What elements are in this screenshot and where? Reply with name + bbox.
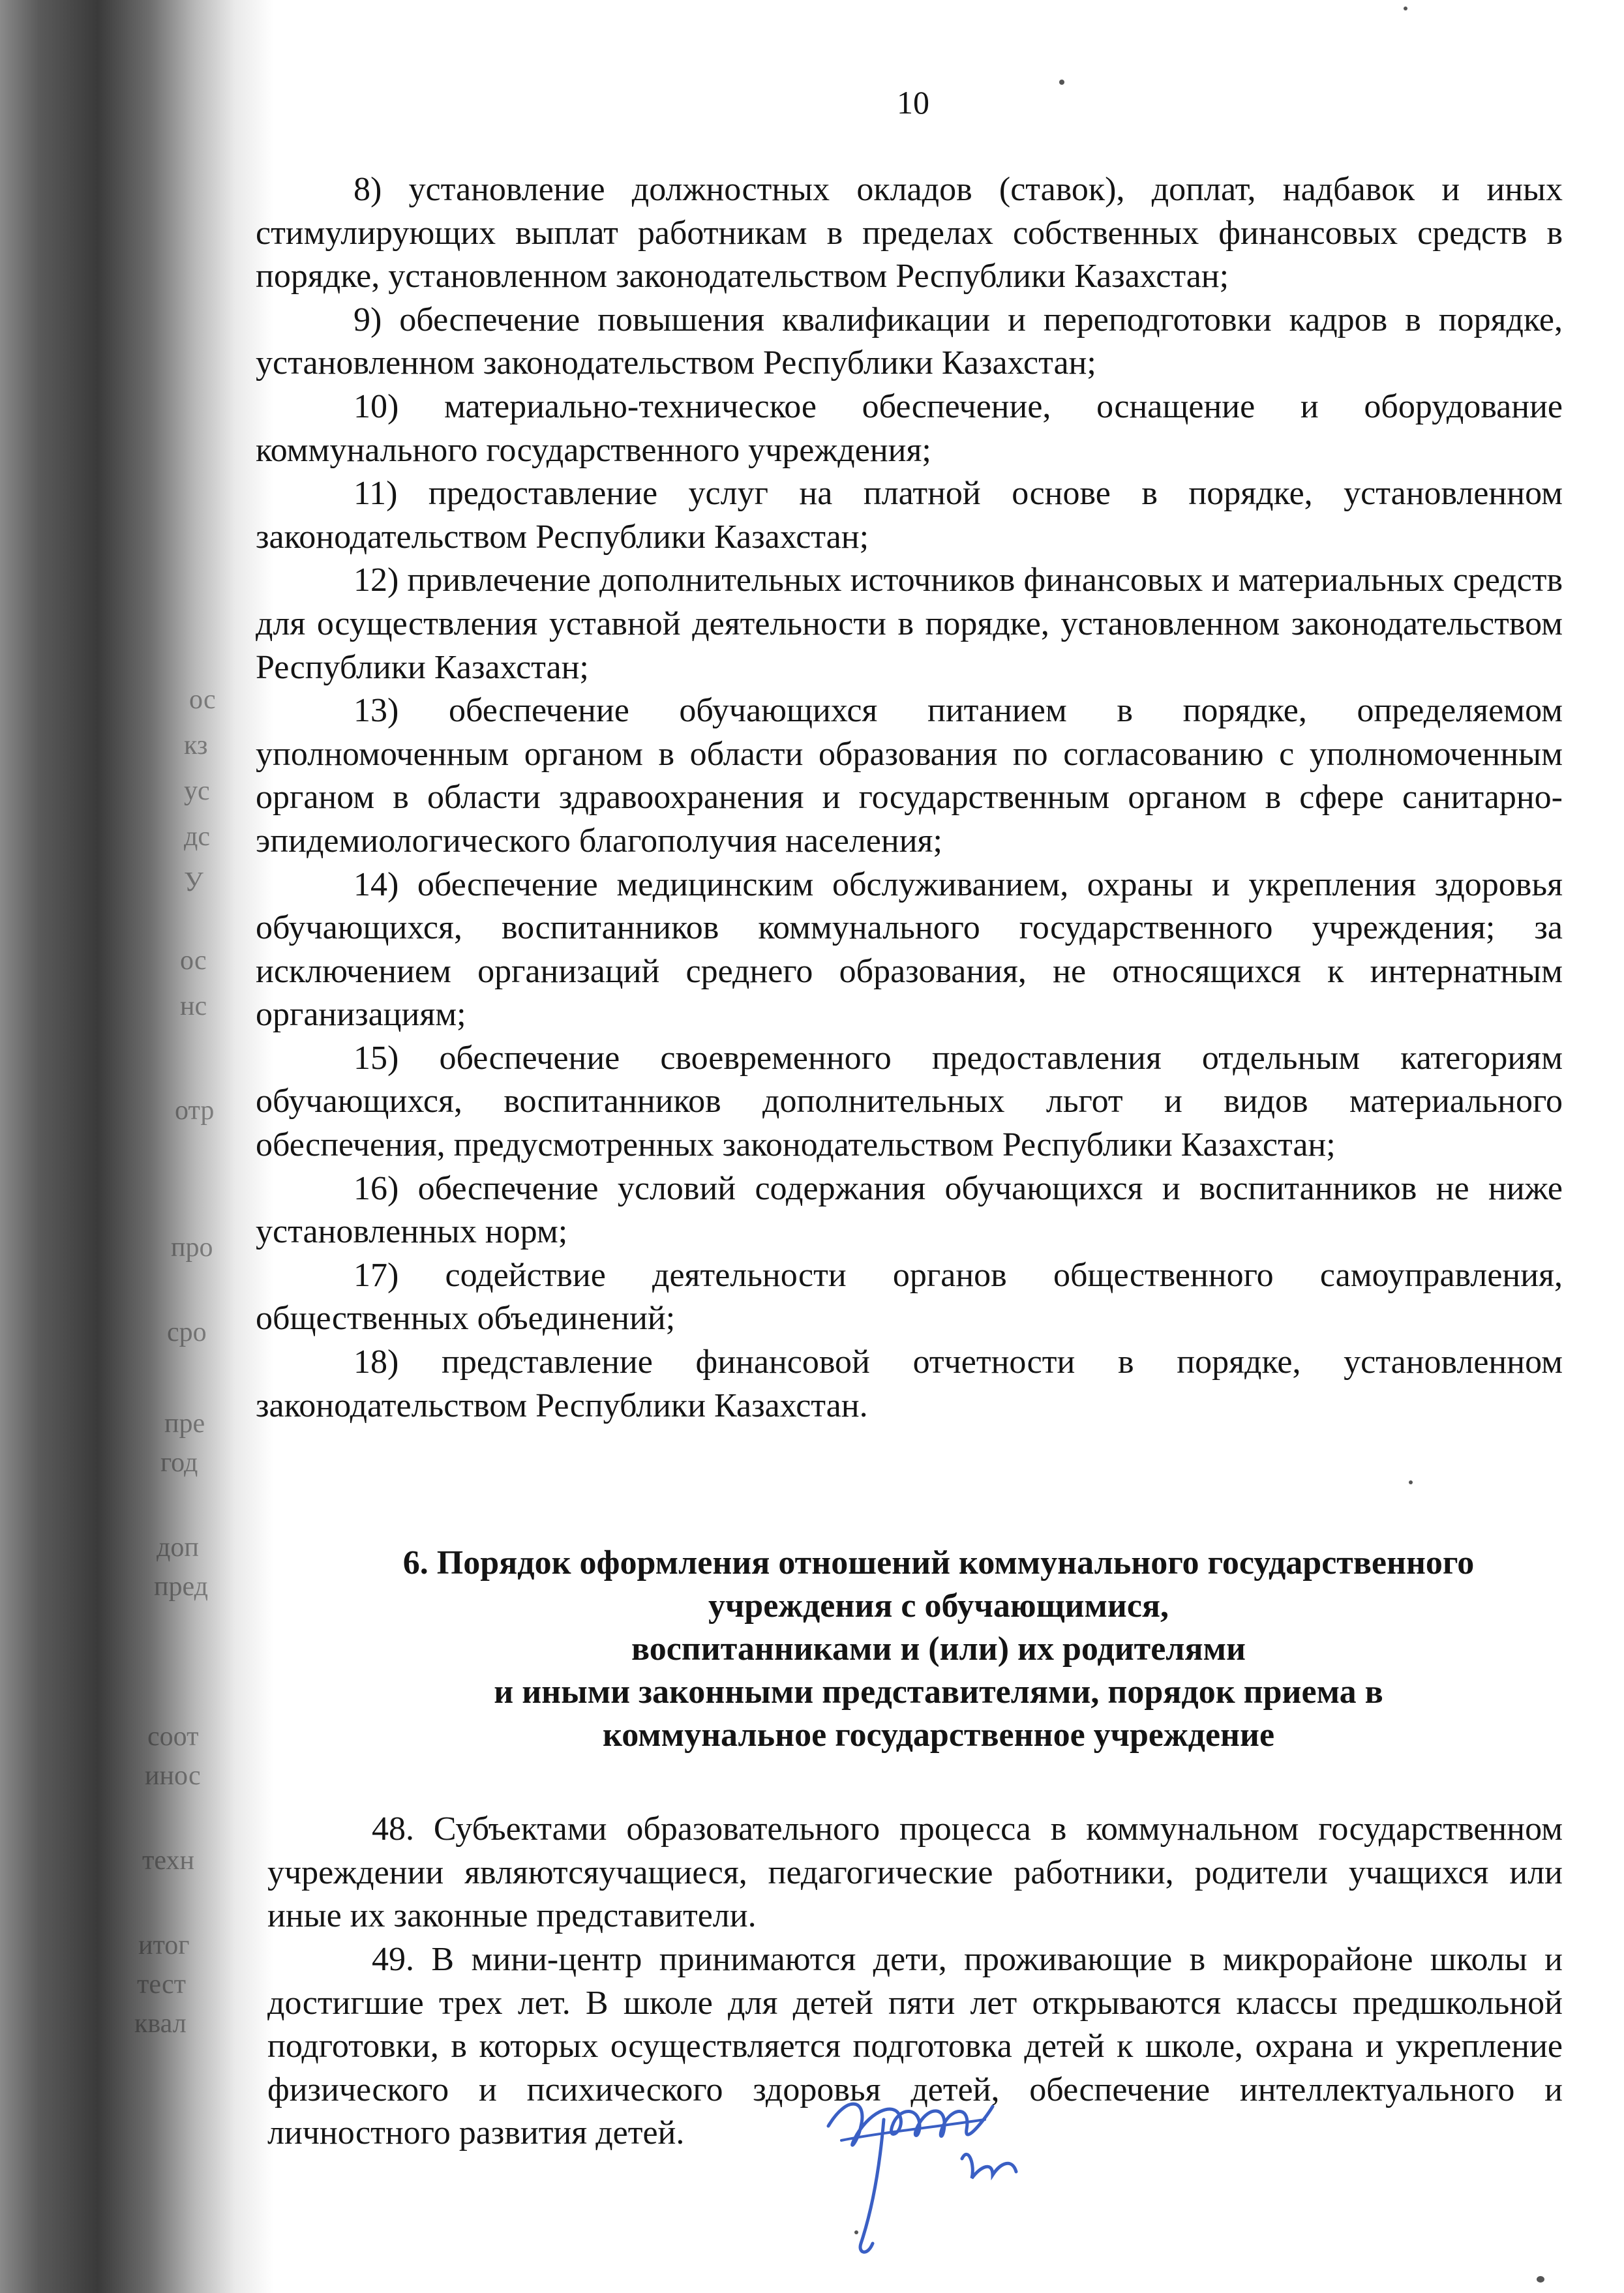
ghost-fragment: отр [175, 1096, 215, 1126]
paragraph: 48. Субъектами образовательного процесса в коммунальном государственном учреждении являютсяучащиеся, педагогические работники, родители учащихся или иные их законные представители. [267, 1810, 1563, 1935]
ghost-fragment: итог [138, 1930, 190, 1960]
ghost-fragment: дс [184, 822, 211, 852]
ghost-fragment: У [184, 867, 203, 897]
ghost-fragment: нс [180, 991, 207, 1021]
ghost-fragment: пре [164, 1409, 205, 1439]
list-item: 9) обеспечение повышения квалификации и переподготовки кадров в порядке, установленном законодательством Республики Казахстан; [256, 301, 1563, 382]
ghost-fragment: инос [145, 1761, 201, 1791]
list-item: 16) обеспечение условий содержания обучающихся и воспитанников не ниже установленных норм; [256, 1169, 1563, 1251]
ghost-fragment: ус [184, 776, 210, 806]
section-heading [256, 1542, 1563, 1757]
document-body [256, 168, 1563, 2155]
ghost-fragment: сро [167, 1317, 207, 1347]
ghost-fragment: год [160, 1448, 198, 1478]
ghost-fragment: кз [184, 730, 208, 760]
list-item: 15) обеспечение своевременного предоставления отдельным категориям обучающихся, воспитанников дополнительных льгот и видов материального обеспечения, предусмотренных законодательством Республики Казахстан; [256, 1039, 1563, 1164]
ghost-fragment: ос [189, 685, 216, 715]
bleed-through-text [0, 0, 215, 2293]
list-item: 14) обеспечение медицинским обслуживанием, охраны и укрепления здоровья обучающихся, воспитанников коммунального государственного учреждения; за исключением организаций среднего образования, не относящихся к интернатным организациям; [256, 865, 1563, 1034]
section-heading-line: воспитанниками и (или) их родителями [631, 1630, 1246, 1668]
ghost-fragment: тест [137, 1970, 187, 2000]
section-heading-line: 6. Порядок оформления отношений коммунального государственного [402, 1544, 1475, 1582]
scan-speck [1404, 7, 1407, 10]
section-heading-line: и иными законными представителями, порядок приема в [494, 1673, 1383, 1711]
ghost-fragment: квал [134, 2009, 187, 2039]
list-item: 12) привлечение дополнительных источников финансовых и материальных средств для осуществления уставной деятельности в порядке, установленном законодательством Республики Казахстан; [256, 562, 1563, 686]
section-heading-line: учреждения с обучающимися, [708, 1587, 1169, 1625]
scan-speck [854, 2230, 858, 2234]
list-item: 11) предоставление услуг на платной основе в порядке, установленном законодательством Республики Казахстан; [256, 475, 1563, 556]
page-number: 10 [897, 84, 929, 121]
list-item: 13) обеспечение обучающихся питанием в порядке, определяемом уполномоченным органом в области образования по согласованию с уполномоченным органом в области здравоохранения и государственным органом в сфере санитарно-эпидемиологического благополучия населения; [256, 692, 1563, 860]
ghost-fragment: соот [147, 1722, 199, 1752]
section-heading-line: коммунальное государственное учреждение [602, 1716, 1275, 1754]
scan-speck [1059, 80, 1064, 85]
list-item: 18) представление финансовой отчетности в порядке, установленном законодательством Республики Казахстан. [256, 1343, 1563, 1424]
scan-speck [1537, 2276, 1544, 2283]
ghost-fragment: про [171, 1233, 213, 1263]
ghost-fragment: ос [180, 946, 207, 976]
paragraph: 49. В мини-центр принимаются дети, проживающие в микрорайоне школы и достигшие трех лет. В школе для детей пяти лет открываются классы предшкольной подготовки, в которых осуществляется подготовка детей к школе, охрана и укрепление физического и психического здоровья детей, обеспечение интеллектуального и личностного развития детей. [267, 1941, 1563, 2152]
ghost-fragment: доп [157, 1533, 199, 1563]
list-item: 8) установление должностных окладов (ставок), доплат, надбавок и иных стимулирующих выплат работникам в пределах собственных финансовых средств в порядке, установленном законодательством Республики Казахстан; [256, 171, 1563, 295]
ghost-fragment: техн [142, 1846, 194, 1876]
list-item: 17) содействие деятельности органов общественного самоуправления, общественных объединений; [256, 1256, 1563, 1338]
list-item: 10) материально-техническое обеспечение, оснащение и оборудование коммунального государственного учреждения; [256, 387, 1563, 469]
ghost-fragment: пред [154, 1572, 208, 1602]
handwritten-signature [822, 2080, 1057, 2276]
scan-speck [1409, 1480, 1413, 1484]
